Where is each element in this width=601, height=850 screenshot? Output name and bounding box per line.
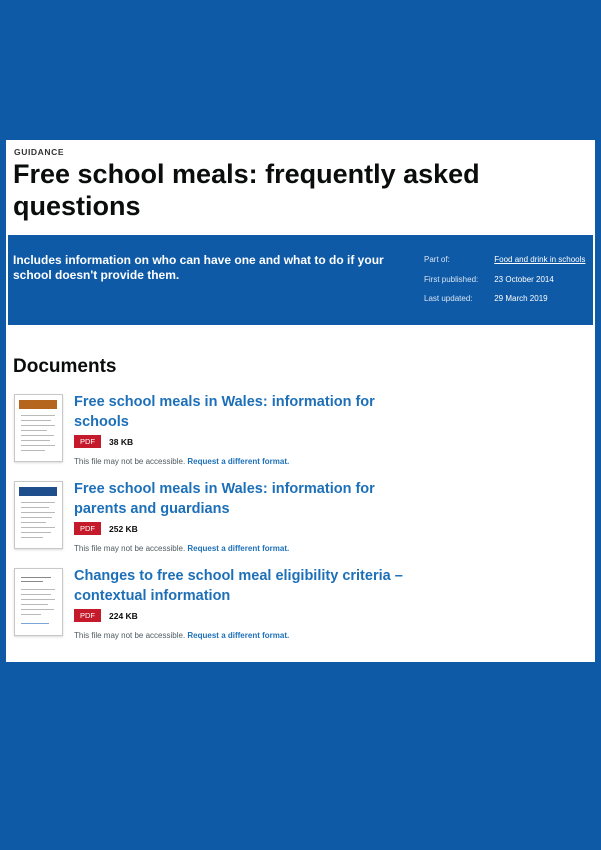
meta-key: First published:	[424, 274, 479, 284]
pdf-badge: PDF	[74, 609, 101, 622]
file-size: 38 KB	[109, 437, 134, 447]
documents-heading: Documents	[13, 356, 117, 377]
meta-first-published	[424, 275, 585, 295]
note-text: This file may not be accessible.	[74, 631, 186, 640]
document-link[interactable]: Free school meals in Wales: information for schools	[74, 394, 375, 430]
pdf-badge: PDF	[74, 522, 101, 535]
note-text: This file may not be accessible.	[74, 457, 186, 466]
collection-link[interactable]: Food and drink in schools	[494, 255, 586, 264]
summary-banner	[8, 235, 593, 325]
metadata-list	[424, 255, 585, 314]
meta-last-updated	[424, 294, 585, 314]
meta-part-of	[424, 255, 585, 275]
request-format-link[interactable]: Request a different format.	[187, 544, 290, 553]
meta-key: Part of:	[424, 255, 450, 264]
file-size: 224 KB	[109, 611, 138, 621]
accessibility-note	[74, 544, 289, 553]
request-format-link[interactable]: Request a different format.	[187, 457, 290, 466]
document-item	[13, 394, 433, 474]
page-content	[6, 140, 595, 662]
page-title: Free school meals: frequently asked questions	[13, 159, 480, 221]
document-link[interactable]: Changes to free school meal eligibility criteria – contextual information	[74, 568, 403, 604]
page-type-label: GUIDANCE	[14, 147, 65, 157]
document-link[interactable]: Free school meals in Wales: information for parents and guardians	[74, 481, 375, 517]
document-thumbnail[interactable]	[14, 481, 63, 549]
accessibility-note	[74, 457, 289, 466]
document-item	[13, 481, 433, 561]
meta-value: 23 October 2014	[494, 274, 554, 284]
note-text: This file may not be accessible.	[74, 544, 186, 553]
request-format-link[interactable]: Request a different format.	[187, 631, 290, 640]
meta-value: 29 March 2019	[494, 294, 548, 303]
document-thumbnail[interactable]	[14, 394, 63, 462]
file-size: 252 KB	[109, 524, 138, 534]
document-item	[13, 568, 433, 648]
summary-text: Includes information on who can have one and what to do if your school doesn't provide them.	[13, 253, 384, 282]
meta-key: Last updated:	[424, 294, 473, 303]
accessibility-note	[74, 631, 289, 640]
pdf-badge: PDF	[74, 435, 101, 448]
document-thumbnail[interactable]	[14, 568, 63, 636]
